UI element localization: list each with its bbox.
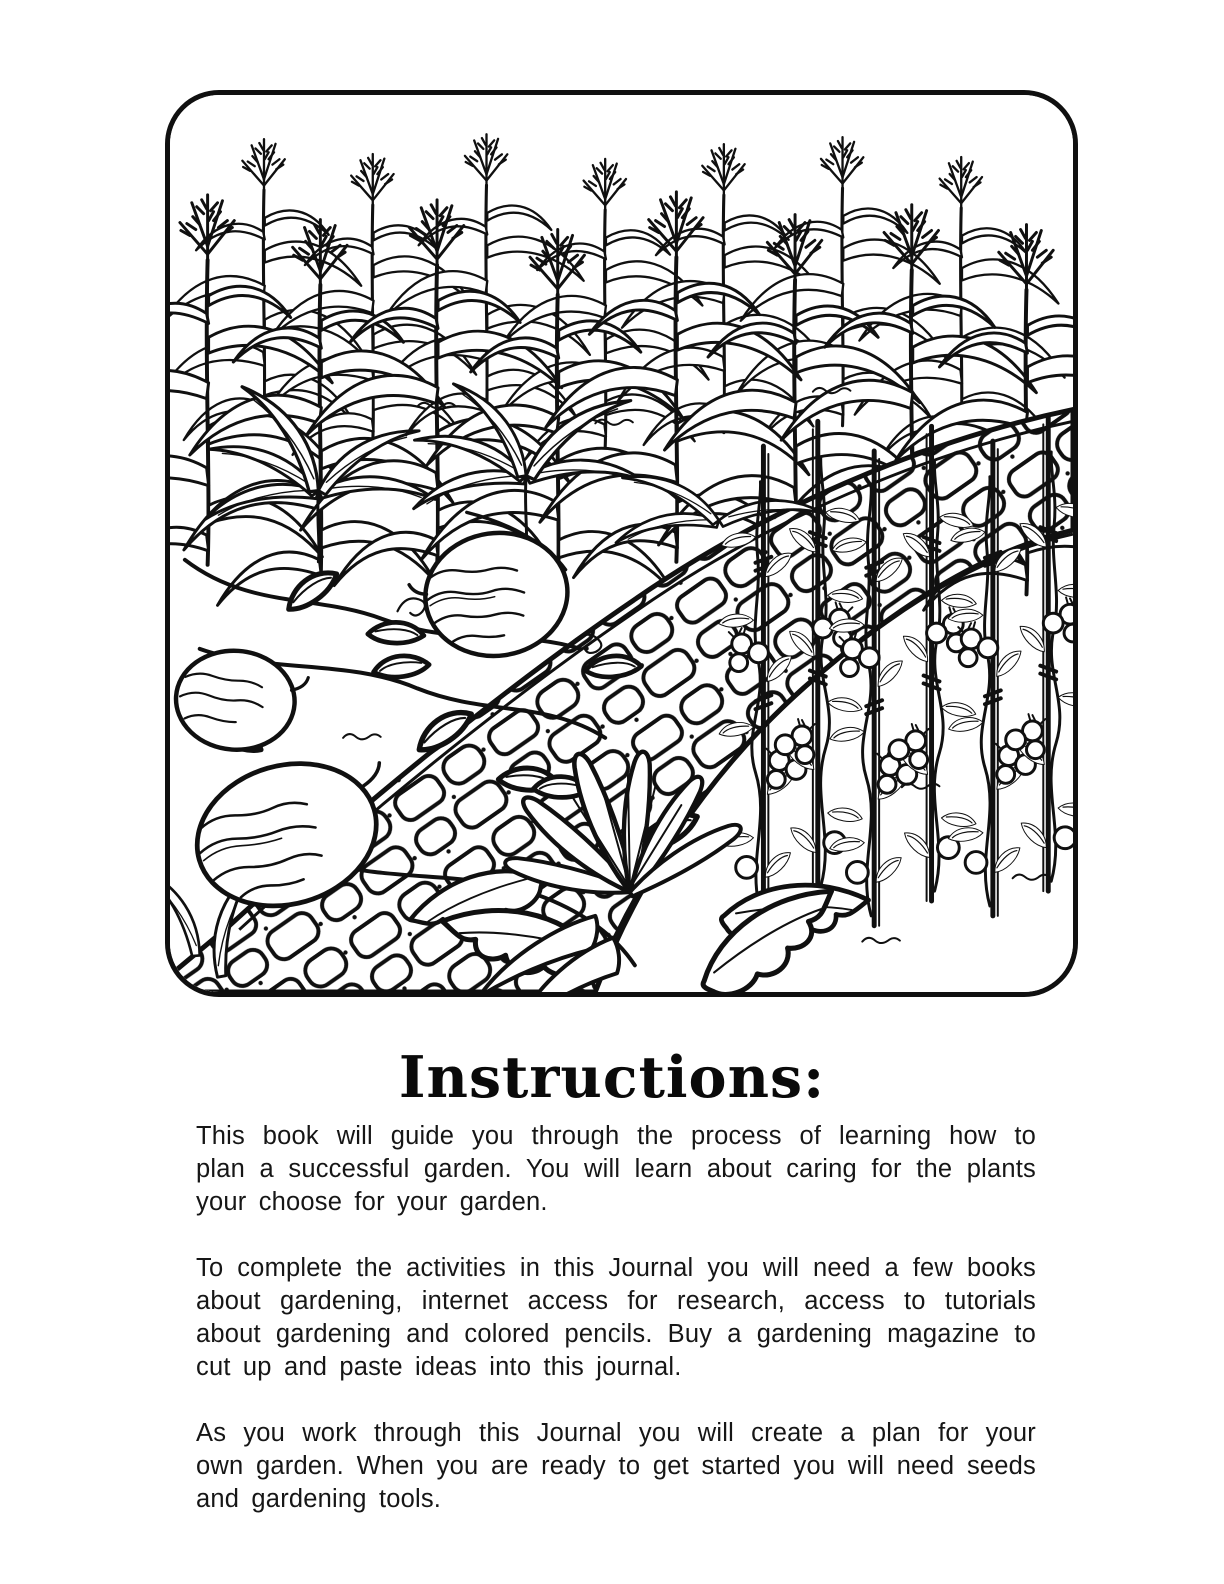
instructions-paragraph-1: This book will guide you through the process of learning how to plan a successful garden. You will learn about caring for the plants your choose for your garden. xyxy=(196,1122,1036,1216)
coloring-illustration-frame xyxy=(165,90,1078,997)
instructions-paragraph-2: To complete the activities in this Journal you will need a few books about gardening, internet access for research, access to tutorials about gardening and colored pencils. Buy a gardening magazine to cut up and paste ideas into this journal. xyxy=(196,1254,1036,1381)
instructions-text xyxy=(196,1120,1036,1549)
instructions-paragraph-3: As you work through this Journal you will create a plan for your own garden. When you are ready to get started you will need seeds and gardening tools. xyxy=(196,1419,1036,1513)
page-title: Instructions: xyxy=(398,1044,826,1111)
garden-illustration xyxy=(170,95,1073,992)
